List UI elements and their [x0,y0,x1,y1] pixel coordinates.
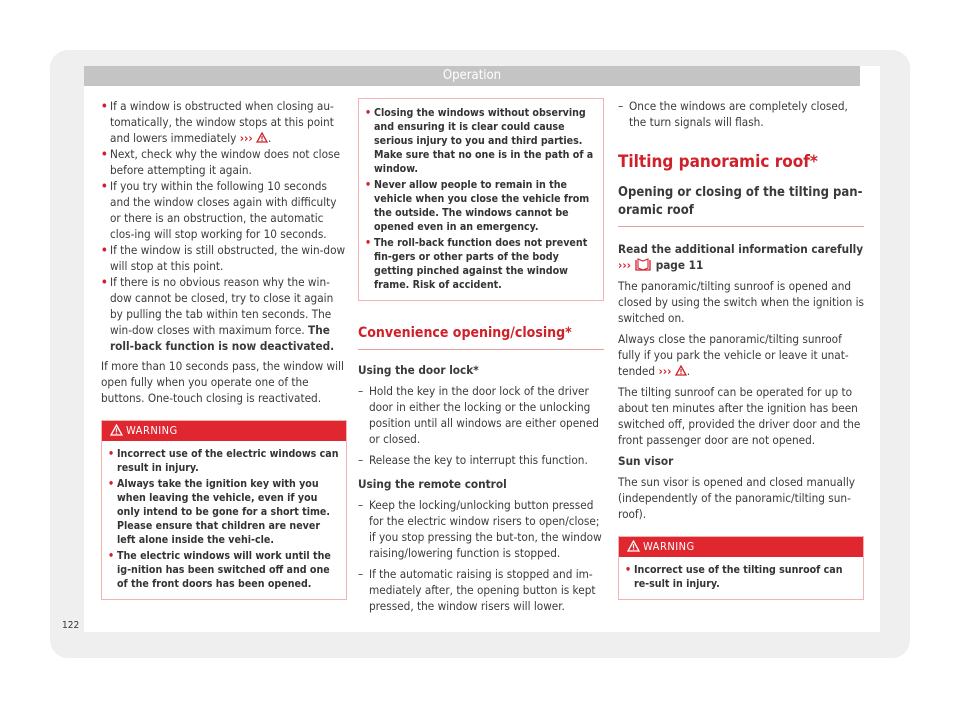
list-item: – Hold the key in the door lock of the driver door in either the locking or the unlocking position until all windows are either opened or closed. [358,383,604,447]
section-header: Operation [84,66,860,86]
list-item: • If the window is still obstructed, the win-dow will stop at this point. [101,242,347,274]
page-link[interactable]: page 11 [655,258,704,272]
warning-triangle-icon [675,365,687,376]
paragraph: The panoramic/tilting sunroof is opened and closed by using the switch when the ignition is switched on. [618,279,864,325]
warning-header: WARNING [619,537,863,557]
warning-box-continued [358,98,604,301]
warning-item: • Incorrect use of the electric windows can result in injury. [108,447,340,475]
list-item: • Next, check why the window does not close before attempting it again. [101,146,347,178]
warning-box [618,536,864,600]
warning-triangle-icon [256,132,268,143]
warning-item: • Always take the ignition key with you when leaving the vehicle, even if you only intend to be gone for a short time. Please ensure that children are never left alone inside the vehi-cle. [108,477,340,547]
subheading: Sun visor [618,454,674,468]
page-number: 122 [62,620,80,631]
list-item: • If a window is obstructed when closing au-tomatically, the window stops at this point and lowers immediately ››› . [101,98,347,146]
book-icon [634,258,652,271]
column-3 [618,98,864,600]
list-item: • If you try within the following 10 seconds and the window closes again with difficulty or there is an obstruction, the automatic clos-ing will stop working for 10 seconds. [101,178,347,242]
warning-item: • Incorrect use of the tilting sunroof can re-sult in injury. [625,563,857,591]
section-title: Convenience opening/closing* [358,325,604,350]
warning-box [101,420,347,600]
main-title: Tilting panoramic roof* [618,152,818,172]
reference-arrow[interactable]: ››› [658,364,672,378]
paragraph: The sun visor is opened and closed manually (independently of the panoramic/tilting sun-roof). [618,475,855,521]
subsection-title: Opening or closing of the tilting pan-oramic roof [618,184,864,227]
warning-item: • Never allow people to remain in the vehicle when you close the vehicle from the outside. The windows cannot be opened even in an emergency. [365,178,597,234]
warning-body [102,441,346,599]
reference-arrow[interactable]: ››› [618,258,631,272]
warning-triangle-icon [627,540,640,552]
warning-body [359,99,603,300]
subheading: Using the remote control [358,477,507,491]
list-item: – If the automatic raising is stopped and im-mediately after, the opening button is kept pressed, the window risers will lower. [358,566,604,614]
read-info: Read the additional information carefully ››› page 11 [618,242,864,272]
paragraph: The tilting sunroof can be operated for up to about ten minutes after the ignition has been switched off, provided the driver door and the front passenger door are not opened. [618,385,861,447]
bold-note: The roll-back function is now deactivated. [110,323,335,353]
warning-body [619,557,863,599]
warning-header: WARNING [102,421,346,441]
column-1 [101,98,347,600]
list-item: • If there is no obvious reason why the win-dow cannot be closed, try to close it again by pulling the tab within ten seconds. The win-dow closes with maximum force. The roll-back function is now deactivated. [101,274,347,354]
subheading: Using the door lock* [358,363,479,377]
column-2 [358,98,604,619]
list-item: – Release the key to interrupt this function. [358,452,604,468]
warning-item: • The electric windows will work until the ig-nition has been switched off and one of the front doors has been opened. [108,549,340,591]
paragraph: Always close the panoramic/tilting sunroof fully if you park the vehicle or leave it unat-tended ››› . [618,332,849,378]
paragraph: If more than 10 seconds pass, the window will open fully when you operate one of the buttons. One-touch closing is reactivated. [101,359,344,405]
warning-item: • Closing the windows without observing and ensuring it is clear could cause serious injury to you and third parties. Make sure that no one is in the path of a window. [365,106,597,176]
warning-triangle-icon [110,424,123,436]
list-item: – Keep the locking/unlocking button pressed for the electric window risers to open/close; if you stop pressing the but-ton, the window raising/lowering function is stopped. [358,497,604,561]
warning-item: • The roll-back function does not prevent fin-gers or other parts of the body getting pinched against the window frame. Risk of accident. [365,236,597,292]
list-item: – Once the windows are completely closed, the turn signals will flash. [618,98,864,130]
reference-arrow[interactable]: ››› [239,131,253,145]
